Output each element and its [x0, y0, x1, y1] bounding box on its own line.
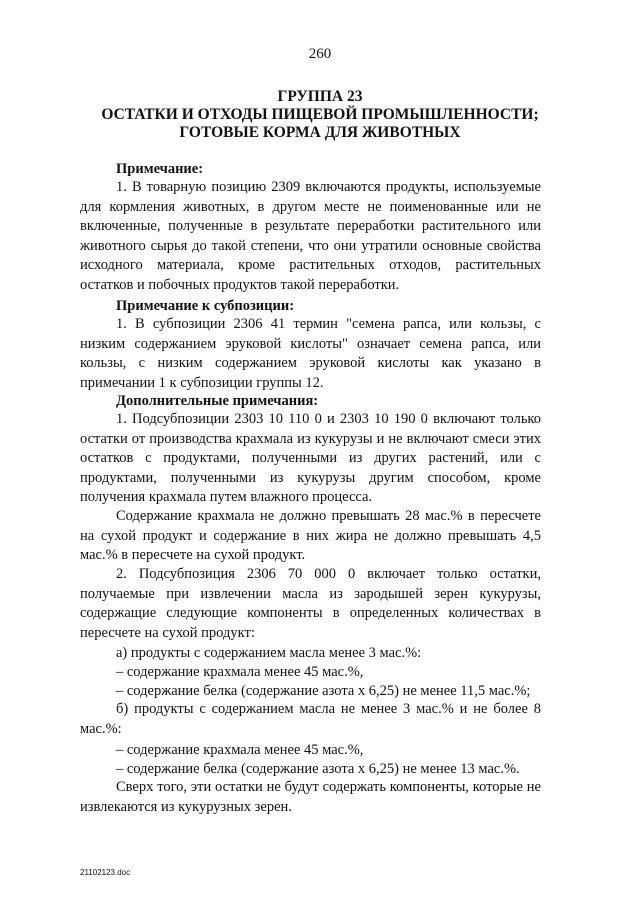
item-b-protein: – содержание белка (содержание азота х 6,25) не менее 13 мас.%.	[116, 761, 520, 777]
item-a-starch: – содержание крахмала менее 45 мас.%,	[116, 664, 364, 680]
item-b: б) продукты с содержанием масла не менее 3 мас.% и не более 8 мас.%:	[80, 701, 541, 737]
additional-notes-title: Дополнительные примечания:	[116, 393, 319, 409]
item-b-starch: – содержание крахмала менее 45 мас.%,	[116, 742, 364, 758]
additional-note-paragraph-2: Содержание крахмала не должно превышать 28 мас.% в пересчете на сухой продукт и содержание в них жира не должно превышать 4,5 мас.% в пересчете на сухой продукт.	[80, 508, 541, 564]
note-paragraph-1: 1. В товарную позицию 2309 включаются продукты, используемые для кормления животных, в другом месте не поименованные или не включенные, полученные в результате переработки растительного или животного сырья до такой степени, что они утратили основные свойства исходного материала, кроме растительных отходов, растительных остатков и побочных продуктов такой переработки.	[80, 179, 541, 293]
page-number: 260	[308, 46, 332, 62]
additional-note-paragraph-3: 2. Подсубпозиция 2306 70 000 0 включает только остатки, получаемые при извлечении масла из зародышей зерен кукурузы, содержащие следующие компоненты в определенных количествах в пересчете на сухой продукт:	[80, 566, 541, 641]
group-heading-line-2: ОСТАТКИ И ОТХОДЫ ПИЩЕВОЙ ПРОМЫШЛЕННОСТИ;	[101, 106, 539, 123]
footer-file-reference: 21102123.doc	[80, 868, 131, 877]
subheading-note-title: Примечание к субпозиции:	[116, 298, 295, 314]
note-title: Примечание:	[116, 161, 204, 177]
subheading-note-paragraph-1: 1. В субпозиции 2306 41 термин "семена рапса, или кользы, с низким содержанием эруковой кислоты" означает семена рапса, или кользы, с низким содержанием эруковой кислоты как указано в примечании 1 к субпозиции группы 12.	[80, 316, 541, 391]
item-a-protein: – содержание белка (содержание азота х 6,25) не менее 11,5 мас.%;	[116, 683, 531, 699]
group-heading-line-1: ГРУППА 23	[277, 88, 363, 105]
group-heading-line-3: ГОТОВЫЕ КОРМА ДЛЯ ЖИВОТНЫХ	[179, 124, 461, 141]
additional-note-paragraph-1: 1. Подсубпозиции 2303 10 110 0 и 2303 10 190 0 включают только остатки от производства крахмала из кукурузы и не включают смеси этих остатков с продуктами, полученными из других растений, или с продуктами, полученными из кукурузы другим способом, кроме получения крахмала путем влажного процесса.	[80, 411, 541, 506]
item-a: а) продукты с содержанием масла менее 3 мас.%:	[116, 645, 422, 661]
additional-note-paragraph-4: Сверх того, эти остатки не будут содержать компоненты, которые не извлекаются из кукурузных зерен.	[80, 779, 541, 815]
